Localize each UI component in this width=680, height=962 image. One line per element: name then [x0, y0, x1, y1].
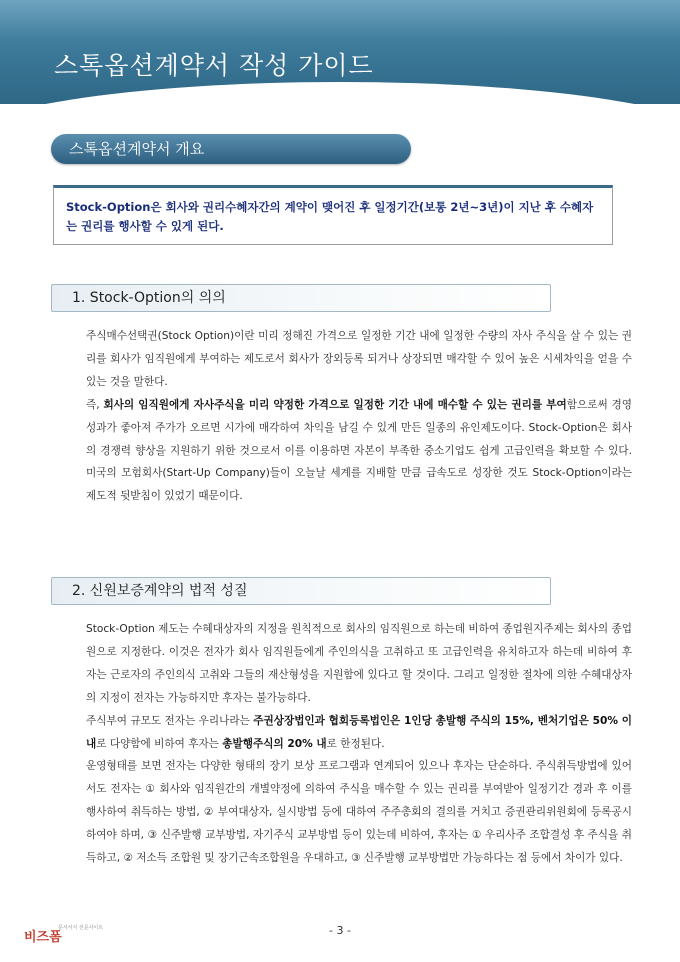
section-1-paragraph-1: 주식매수선택권(Stock Option)이란 미리 정해진 가격으로 일정한 기간 내에 일정한 수량의 자사 주식을 살 수 있는 권리를 회사가 임직원에게 부여하는 제도로서 회사가 장외등록 되거나 상장되면 매각할 수 있어 높은 시세차익을 얻을 수 있는 것을 말한다.	[86, 330, 632, 388]
highlight-limit-1: 주권상장법인과 협회등록법인은 1인당 총발행 주식의 15%, 벤처기업은 50% 이내	[86, 714, 632, 750]
section-2-paragraph-1: Stock-Option 제도는 수혜대상자의 지정을 원칙적으로 회사의 임직원으로 하는데 비하여 종업원지주제는 회사의 종업원으로 지정한다. 이것은 전자가 회사 임직원들에게 주인의식을 고취하고 또 고급인력을 유치하고자 하는데 비하여 후자는 근로자의 주인의식 고취와 그들의 재산형성을 지원함에 있다고 할 것이다. 그리고 일정한 절차에 의한 수혜대상자의 지정이 전자는 가능하지만 후자는 불가능하다.	[86, 623, 632, 704]
paragraph-rest: 함으로써 경영성과가 좋아져 주가가 오르면 시가에 매각하여 차익을 남길 수 있게 만든 일종의 유인제도이다. Stock-Option은 회사의 경쟁력 향상을 지원하기 위한 것으로서 이를 이용하면 자본이 부족한 중소기업도 쉽게 고급인력을 확보할 수 있다. 미국의 모험회사(Start-Up Company)들이 오늘날 세계를 지배할 만큼 급속도로 성장한 것도 Stock-Option이라는 제도적 뒷받침이 있었기 때문이다.	[86, 398, 632, 503]
overview-heading: 스톡옵션계약서 개요	[51, 134, 411, 164]
text-e: 로 한정된다.	[326, 737, 385, 750]
section-1-body	[86, 325, 632, 508]
section-2-heading: 2. 신원보증계약의 법적 성질	[51, 577, 551, 605]
text-c: 로 다양함에 비하여 후자는	[96, 737, 223, 750]
page-title: 스톡옵션계약서 작성 가이드	[54, 51, 374, 80]
text-a: 주식부여 규모도 전자는 우리나라는	[86, 714, 254, 727]
page-number: - 3 -	[329, 924, 351, 937]
section-2-paragraph-3: 운영형태를 보면 전자는 다양한 형태의 장기 보상 프로그램과 연계되어 있으나 후자는 단순하다. 주식취득방법에 있어서도 전자는 ① 회사와 임직원간의 개별약정에 의하여 주식을 매수할 수 있는 권리를 부여받아 일정기간 경과 후 이를 행사하여 취득하는 방법, ② 부여대상자, 실시방법 등에 대하여 주주총회의 결의를 거치고 증권관리위원회에 등록공시하여야 하며, ③ 신주발행 교부방법, 자기주식 교부방법 등이 있는데 비하여, 후자는 ① 우리사주 조합결성 후 주식을 취득하고, ② 저소득 조합원 및 장기근속조합원을 우대하고, ③ 신주발행 교부방법만 가능하다는 점 등에서 차이가 있다.	[86, 760, 632, 865]
section-2-body	[86, 618, 632, 870]
bizforms-logo: 비즈폼	[24, 930, 62, 945]
footer-tagline: 문서서식 전문사이트	[58, 925, 104, 931]
section-1-paragraph-2	[86, 394, 632, 509]
banner-curve	[0, 82, 680, 142]
section-1-heading: 1. Stock-Option의 의의	[51, 284, 551, 312]
summary-box	[53, 185, 613, 245]
highlight-limit-2: 총발행주식의 20% 내	[222, 737, 327, 750]
summary-text: Stock-Option은 회사와 권리수혜자간의 계약이 맺어진 후 일정기간(보통 2년~3년)이 지난 후 수혜자는 권리를 행사할 수 있게 된다.	[66, 200, 594, 233]
paragraph-prefix: 즉,	[86, 398, 104, 411]
highlight-text: 회사의 임직원에게 자사주식을 미리 약정한 가격으로 일정한 기간 내에 매수할 수 있는 권리를 부여	[103, 398, 567, 411]
section-2-paragraph-2	[86, 710, 632, 756]
banner-shine	[0, 0, 680, 40]
header-banner	[0, 0, 680, 104]
